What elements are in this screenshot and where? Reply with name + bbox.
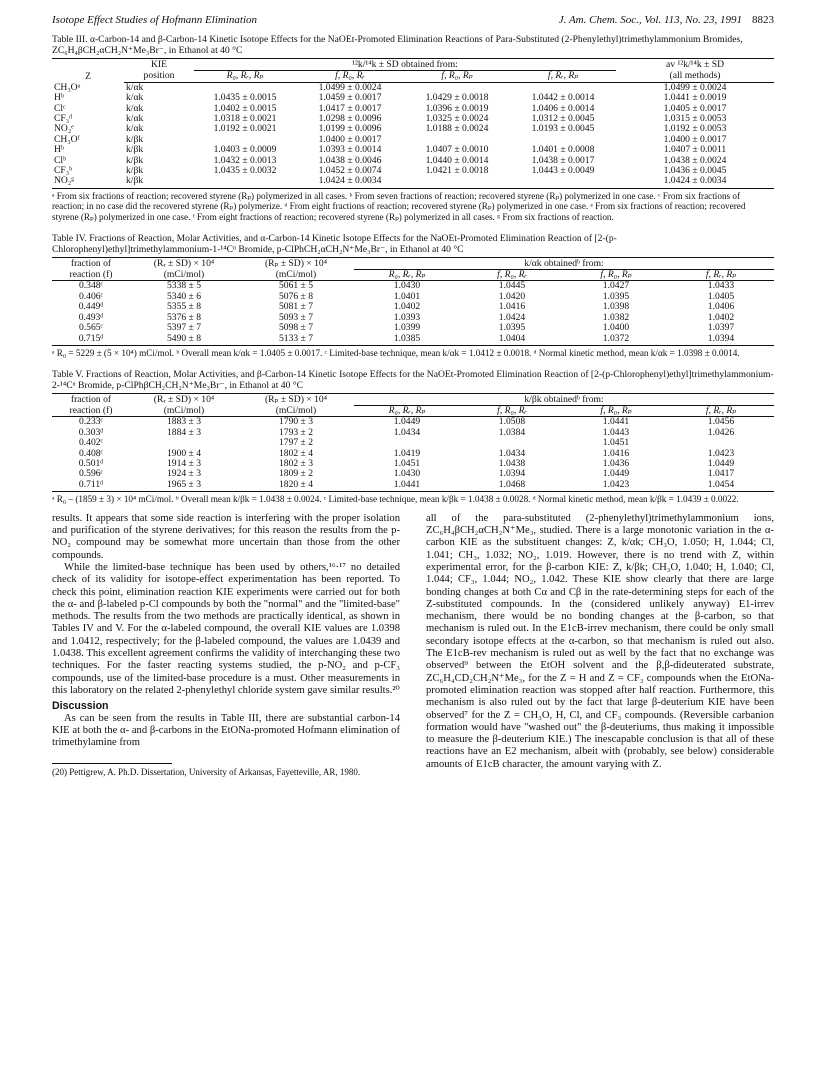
table5	[52, 393, 774, 493]
table-cell: 1.0445	[498, 280, 526, 292]
table-cell: Clᵇ	[54, 154, 67, 166]
table-cell: 1.0454	[668, 480, 774, 492]
table-cell: 5081 ± 7	[278, 301, 314, 313]
table-cell: 1.0443 ± 0.0049	[531, 165, 595, 177]
table-cell: 1.0407 ± 0.0010	[425, 144, 489, 156]
table4-header-rp: (Rₚ ± SD) × 10⁴	[238, 257, 354, 269]
table-cell: 1.0394	[498, 468, 526, 480]
table-cell: 1.0435 ± 0.0032	[213, 165, 277, 177]
table5-header-method3: f, R₀, Rₚ	[564, 405, 668, 416]
table3-header-z: Z	[52, 59, 124, 83]
table5-header-reaction: reaction (f)	[52, 405, 130, 416]
table-cell	[194, 176, 296, 188]
table-cell: 5061 ± 5	[278, 280, 314, 292]
table-cell: 5340 ± 6	[166, 290, 202, 302]
table-cell: 5338 ± 5	[166, 280, 202, 292]
table5-body	[52, 417, 774, 492]
table-cell: 1.0508	[498, 416, 526, 428]
table-cell: k/βk	[124, 176, 194, 188]
table-cell: Hᵇ	[54, 92, 64, 104]
table-cell: 1.0432 ± 0.0013	[213, 154, 277, 166]
table-cell: 1883 ± 3	[166, 416, 202, 428]
table-cell: 1914 ± 3	[166, 457, 202, 469]
table-cell: 1.0372	[564, 334, 668, 346]
table-cell: 1.0424 ± 0.0034	[296, 176, 404, 188]
table-cell: 1.0406	[707, 301, 735, 313]
table-cell: k/αk	[126, 102, 144, 114]
table5-header-fraction: fraction of	[52, 393, 130, 405]
body-columns	[52, 513, 774, 778]
table4-header-method1: R₀, Rᵣ, Rₚ	[354, 270, 460, 281]
table-cell: 1.0398	[602, 301, 630, 313]
table-cell: 1.0440 ± 0.0014	[425, 154, 489, 166]
table-cell: 1.0468	[460, 480, 564, 492]
table5-header-rp-unit: (mCi/mol)	[238, 405, 354, 416]
table-cell: 1.0400 ± 0.0017	[663, 133, 727, 145]
left-paragraph-1: results. It appears that some side reaction is interfering with the proper isolation and purification of the styrene derivatives; for this reason the results from the p-NO₂ compound may be somewhat more uncertain than those from the other compounds.	[52, 512, 400, 561]
table-cell: CF₃ᵇ	[54, 165, 73, 177]
table3-body	[52, 82, 774, 188]
table-cell: 1.0399	[393, 322, 421, 334]
table-cell: 1.0451	[393, 457, 421, 469]
table4	[52, 257, 774, 346]
table-cell: 1.0449	[707, 457, 735, 469]
table-cell: 1.0385	[354, 334, 460, 346]
table-cell: NO₂ᵉ	[54, 123, 74, 135]
table-cell: 1.0438	[498, 457, 526, 469]
table3	[52, 58, 774, 189]
table-cell: 1.0318 ± 0.0021	[213, 113, 277, 125]
table-cell: Hᵇ	[54, 144, 64, 156]
table5-header-rr-unit: (mCi/mol)	[130, 405, 238, 416]
table-cell: 1.0188 ± 0.0024	[425, 123, 489, 135]
table-cell: 1.0459 ± 0.0017	[318, 92, 382, 104]
table-cell: 1.0456	[707, 416, 735, 428]
table-cell: 1.0441 ± 0.0019	[663, 92, 727, 104]
table-cell: CH₃Oᶠ	[54, 133, 80, 145]
table-cell: 1.0397	[707, 322, 735, 334]
table-cell: 1.0407 ± 0.0011	[663, 144, 727, 156]
table-cell: 1.0434	[498, 447, 526, 459]
table-cell: 1.0393 ± 0.0014	[318, 144, 382, 156]
table-cell: 1809 ± 2	[278, 468, 314, 480]
table-cell: 1.0416	[498, 301, 526, 313]
table-cell: 0.402ᶜ	[78, 437, 104, 449]
table3-header-method4: f, Rᵣ, Rₚ	[510, 71, 616, 82]
table-cell: 5076 ± 8	[278, 290, 314, 302]
table-cell: 1.0423	[707, 447, 735, 459]
table-cell: 1.0193 ± 0.0045	[531, 123, 595, 135]
running-head-journal	[559, 14, 774, 26]
journal-citation: J. Am. Chem. Soc., Vol. 113, No. 23, 1991	[558, 14, 742, 26]
right-paragraph-1: all of the para-substituted (2-phenylethyl)trimethylammonium ions, ZC₆H₄βCH₂αCH₂N⁺Me₃, studied. There is a large monotonic variation in the α-carbon KIE as the substituent changes: Z, k/αk; CH₃O, 1.050; H, 1.044; Cl, 1.041; CH₃, 1.032; NO₂, 1.019. However, there is no trend with Z, within experimental error, for the β-carbon KIE: Z, k/βk; CH₃O, 1.040; H, 1.040; Cl, 1.044; CF₃, 1.044; NO₂, 1.042. These KIE show clearly that there are large bonding changes at both Cα and Cβ in the rate-determining steps for each of the Z-substituted compounds. In the (considered unlikely anyway) E1-irrev mechanism, there would be no bonding changes at the β-carbon, so that mechanism is ruled out. In the E1cB-irrev mechanism, there could be only small secondary isotope effects at the α-carbon, so that mechanism is ruled out also. The E1cB-rev mechanism is ruled out as well by the fact that no exchange was observed⁹ between the EtOH solvent and the β,β-dideuterated substrate, ZC₆H₄CD₂CH₂N⁺Me₃, for the Z = H and Z = CF₃ compounds when the EtONa-promoted elimination reaction was stopped after half reaction. Furthermore, this mechanism is also ruled out by the fact that large β-deuterium KIE have been observed⁷ for the Z = CH₃O, H, Cl, and CF₃ compounds. (Reversible carbanion formation would have "washed out" the β-deuteriums, thus making it impossible to measure the β-deuterium KIE.) The inescapable conclusion is that all of these reactions have an E2 mechanism, albeit with (probably, see below) considerable amounts of E1cB character, the amount varying with Z.	[426, 512, 774, 770]
table-cell: 1.0416	[602, 447, 630, 459]
table4-body	[52, 281, 774, 345]
page-number: 8823	[752, 14, 774, 26]
table-row	[52, 428, 774, 438]
table-cell: 1.0395	[498, 322, 526, 334]
table-cell: 1.0421 ± 0.0018	[425, 165, 489, 177]
table-cell: 1.0192 ± 0.0053	[663, 123, 727, 135]
table-cell: 1.0400 ± 0.0017	[318, 133, 382, 145]
table3-header-obtained: ¹²k/¹⁴k ± SD obtained from:	[194, 59, 616, 71]
table-cell: 0.233ᶜ	[78, 416, 104, 428]
table-cell: 1.0417	[707, 468, 735, 480]
table-row	[52, 334, 774, 346]
table-cell: 0.715ᵈ	[52, 334, 130, 346]
table-cell: 0.711ᵈ	[52, 480, 130, 492]
table4-header-method4: f, Rᵣ, Rₚ	[668, 270, 774, 281]
table-cell: 1.0382	[602, 311, 630, 323]
table-row	[52, 323, 774, 333]
table-cell: k/αk	[126, 92, 144, 104]
table-cell: 5376 ± 8	[166, 311, 202, 323]
table-cell: 5098 ± 7	[278, 322, 314, 334]
table-cell: 1.0451	[602, 437, 630, 449]
table-cell: 1.0441	[602, 416, 630, 428]
table3-header-method1: R₀, Rᵣ, Rₚ	[194, 71, 296, 82]
table-cell: 1.0401	[393, 290, 421, 302]
table-cell: 1802 ± 3	[278, 457, 314, 469]
table-cell: 1.0441	[354, 480, 460, 492]
table-cell: 1.0424 ± 0.0034	[616, 176, 774, 188]
table-cell: k/βk	[126, 144, 144, 156]
table-cell	[668, 438, 774, 448]
table5-header-obtained: k/βk obtainedᵇ from:	[354, 393, 774, 405]
table-cell: 1.0436	[602, 457, 630, 469]
table-cell: k/βk	[126, 165, 144, 177]
table-cell: 1.0192 ± 0.0021	[213, 123, 277, 135]
table-cell: 1793 ± 2	[278, 426, 314, 438]
table-cell: 1.0402	[707, 311, 735, 323]
table-cell: 5093 ± 7	[278, 311, 314, 323]
left-paragraph-2: While the limited-base technique has been used by others,¹⁶·¹⁷ no detailed check of its validity for isotope-effect experimentation has been reported. To check this point, elimination reaction KIE experiments were carried out for both the α- and β-labeled p-Cl compounds by both the "normal" and the "limited-base" methods. The results from the two methods are practically identical, as shown in Tables IV and V. For the α-labeled compound, the overall KIE values are 1.0398 and 1.0412, respectively; for the β-labeled compound, the values are 1.0439 and 1.0438. This excellent agreement confirms the validity of interchanging these two techniques. For the faster reacting systems studied, the p-NO₂ and p-CF₃ compounds, use of the limited-base procedure is a must. Other measurements in this laboratory on the related 2-phenylethyl chloride system gave similar results.²⁰	[52, 561, 400, 696]
table-cell: 1.0394	[668, 334, 774, 346]
table-cell: 1797 ± 2	[278, 437, 314, 449]
table-cell: 1.0325 ± 0.0024	[425, 113, 489, 125]
table-cell: 1965 ± 3	[130, 480, 238, 492]
table5-header-method1: R₀, Rᵣ, Rₚ	[354, 405, 460, 416]
table-cell: 5133 ± 7	[238, 334, 354, 346]
table-cell	[460, 438, 564, 448]
table-cell: 1.0443	[602, 426, 630, 438]
table3-footnotes: ᵃ From six fractions of reaction; recovered styrene (Rₚ) polymerized in all cases. ᵇ From seven fractions of reaction; recovered styrene (Rₚ) polymerized in one case. ᶜ From six fractions of reaction; in no case did the recovered styrene (Rₚ) polymerize. ᵈ From eight fractions of reaction; recovered styrene (Rₚ) polymerized in one case. ᵉ From six fractions of reaction; recovered styrene (Rₚ) polymerized in one case. ᶠ From eight fractions of reaction; recovered styrene (Rₚ) polymerized in all cases. ᵍ From six fractions of reaction.	[52, 190, 746, 223]
table-cell: Clᶜ	[54, 102, 66, 114]
table-cell: 1.0312 ± 0.0045	[531, 113, 595, 125]
table-row	[52, 176, 774, 188]
table-cell: 0.596ᶜ	[78, 468, 104, 480]
table-cell: 0.449ᵈ	[78, 301, 104, 313]
table-cell: 1.0405	[707, 290, 735, 302]
table-cell: 1.0435 ± 0.0015	[213, 92, 277, 104]
table4-caption: Table IV. Fractions of Reaction, Molar Activities, and α-Carbon-14 Kinetic Isotope Effects for the NaOEt-Promoted Elimination Reaction of [2-(p-Chlorophenyl)ethyl]trimethylammonium-1-¹⁴Cᵅ Bromide, p-ClPhCH₂αCH₂N⁺Me₃Br⁻, in Ethanol at 40 °C	[52, 232, 617, 255]
table4-footnotes: ᵃ R₀ = 5229 ± (5 × 10⁴) mCi/mol. ᵇ Overall mean k/αk = 1.0405 ± 0.0017. ᶜ Limited-base technique, mean k/αk = 1.0412 ± 0.0018. ᵈ Normal kinetic method, mean k/αk = 1.0398 ± 0.0014.	[52, 347, 740, 358]
table-row	[52, 480, 774, 492]
table-cell: 1820 ± 4	[238, 480, 354, 492]
table5-header-method2: f, R₀, Rᵣ	[460, 405, 564, 416]
table-cell: 1802 ± 4	[278, 447, 314, 459]
table-cell: 1.0417 ± 0.0017	[318, 102, 382, 114]
table-cell: k/αk	[126, 113, 144, 125]
table-cell: 1.0395	[602, 290, 630, 302]
running-head-title: Isotope Effect Studies of Hofmann Elimination	[52, 14, 258, 26]
table-cell: 1884 ± 3	[166, 426, 202, 438]
table4-header-obtained: k/αk obtainedᵇ from:	[354, 257, 774, 269]
journal-page	[52, 14, 774, 778]
table-cell: 1.0449	[602, 468, 630, 480]
table-cell: 1.0419	[393, 447, 421, 459]
table-cell	[404, 176, 510, 188]
table4-header-reaction: reaction (f)	[52, 270, 130, 281]
table5-footnotes: ᵃ R₀ – (1859 ± 3) × 10⁴ mCi/mol. ᵇ Overall mean k/βk = 1.0438 ± 0.0024. ᶜ Limited-base technique, mean k/βk = 1.0438 ± 0.0028. ᵈ Normal kinetic method, mean k/βk = 1.0439 ± 0.0022.	[52, 494, 739, 505]
table-cell: 1.0430	[393, 468, 421, 480]
table5-caption: Table V. Fractions of Reaction, Molar Activities, and β-Carbon-14 Kinetic Isotope Effects for the NaOEt-Promoted Elimination Reaction of [2-(p-Chlorophenyl)ethyl]trimethylammonium-2-¹⁴Cᵅ Bromide, p-ClPhβCH₂CH₂N⁺Me₃Br⁻, in Ethanol at 40 °C	[52, 368, 774, 391]
table-cell: 1.0438 ± 0.0024	[663, 154, 727, 166]
table4-header-method2: f, R₀, Rᵣ	[460, 270, 564, 281]
table-cell: 0.406ᶜ	[78, 290, 104, 302]
table-cell: 1.0438 ± 0.0046	[318, 154, 382, 166]
table-cell: 1.0403 ± 0.0009	[213, 144, 277, 156]
table-cell: 1.0315 ± 0.0053	[663, 113, 727, 125]
table-row	[52, 438, 774, 448]
table-cell: k/αk	[126, 123, 144, 135]
discussion-heading: Discussion	[52, 700, 109, 713]
table-cell: 5490 ± 8	[130, 334, 238, 346]
table-cell: 1.0405 ± 0.0017	[663, 102, 727, 114]
table-cell: 1.0434	[393, 426, 421, 438]
table-cell	[130, 438, 238, 448]
table-cell: 1.0438 ± 0.0017	[531, 154, 595, 166]
table-cell: 1.0384	[498, 426, 526, 438]
table-cell: 0.348ᶜ	[78, 280, 104, 292]
table-cell: NO₂ᵍ	[52, 176, 124, 188]
table4-header-method3: f, R₀, Rₚ	[564, 270, 668, 281]
table-cell: 1.0427	[602, 280, 630, 292]
table-cell: 1900 ± 4	[166, 447, 202, 459]
table3-header-method3: f, R₀, Rₚ	[404, 71, 510, 82]
table-cell: 5397 ± 7	[166, 322, 202, 334]
table-cell: 1.0424	[498, 311, 526, 323]
table3-header-position: position	[124, 71, 194, 82]
table-cell: 1790 ± 3	[278, 416, 314, 428]
table-cell: 1.0401 ± 0.0008	[531, 144, 595, 156]
table-cell: 1.0298 ± 0.0096	[318, 113, 382, 125]
table-cell: 0.501ᵈ	[78, 457, 104, 469]
table-cell: 1.0402	[393, 301, 421, 313]
table-cell	[510, 176, 616, 188]
table-cell: 0.565ᶜ	[78, 322, 104, 334]
table-cell: 1.0402 ± 0.0015	[213, 102, 277, 114]
left-paragraph-3: As can be seen from the results in Table III, there are substantial carbon-14 KIE at both the α- and β-carbons in the EtONa-promoted Hofmann elimination of trimethylamine from	[52, 712, 400, 749]
table-cell: 1.0449	[393, 416, 421, 428]
table-cell: k/αk	[126, 81, 144, 93]
table-cell: 1.0420	[498, 290, 526, 302]
table3-header-av: av ¹²k/¹⁴k ± SD	[616, 59, 774, 71]
right-column	[426, 513, 774, 778]
table3-header-kie: KIE	[124, 59, 194, 71]
table-cell: 1.0452 ± 0.0074	[318, 165, 382, 177]
table3-header-allmethods: (all methods)	[616, 71, 774, 82]
table-cell: k/βk	[126, 133, 144, 145]
table4-header-fraction: fraction of	[52, 257, 130, 269]
table4-header-rr-unit: (mCi/mol)	[130, 270, 238, 281]
table4-header-rr: (Rᵣ ± SD) × 10⁴	[130, 257, 238, 269]
table-cell: 0.493ᵈ	[78, 311, 104, 323]
table-cell: 5355 ± 8	[166, 301, 202, 313]
table-cell: 1.0400	[602, 322, 630, 334]
table-cell: 1.0396 ± 0.0019	[425, 102, 489, 114]
table-cell	[354, 438, 460, 448]
footnote-20: (20) Pettigrew, A. Ph.D. Dissertation, University of Arkansas, Fayetteville, AR, 1980.	[52, 767, 361, 778]
table-cell: 1.0426	[707, 426, 735, 438]
table-cell: 0.408ᶜ	[78, 447, 104, 459]
table-cell: k/βk	[126, 154, 144, 166]
left-column	[52, 513, 400, 778]
table3-header-method2: f, R₀, Rᵣ	[296, 71, 404, 82]
table-cell: 1.0406 ± 0.0014	[531, 102, 595, 114]
table-cell: 1.0199 ± 0.0096	[318, 123, 382, 135]
table5-header-rp: (Rₚ ± SD) × 10⁴	[238, 393, 354, 405]
table5-header-method4: f, Rᵣ, Rₚ	[668, 405, 774, 416]
table-cell: 0.303ᵈ	[78, 426, 104, 438]
table-cell: 1.0429 ± 0.0018	[425, 92, 489, 104]
table3-caption: Table III. α-Carbon-14 and β-Carbon-14 Kinetic Isotope Effects for the NaOEt-Promoted Elimination Reactions of Para-Substituted (2-Phenylethyl)trimethylammonium Bromides, ZC₆H₄βCH₂αCH₂N⁺Me₃Br⁻, in Ethanol at 40 °C	[52, 34, 743, 56]
table-cell: 1.0442 ± 0.0014	[531, 92, 595, 104]
table-cell: 1.0404	[460, 334, 564, 346]
table-cell: 1.0430	[393, 280, 421, 292]
table-cell: CF₃ᵈ	[54, 113, 73, 125]
table5-header-rr: (Rᵣ ± SD) × 10⁴	[130, 393, 238, 405]
table4-header-rp-unit: (mCi/mol)	[238, 270, 354, 281]
table-cell: 1924 ± 3	[166, 468, 202, 480]
running-head	[52, 14, 774, 26]
table-cell: 1.0436 ± 0.0045	[663, 165, 727, 177]
table-cell: CH₃Oᵃ	[54, 81, 81, 93]
table-cell: 1.0499 ± 0.0024	[663, 81, 727, 93]
table-cell: 1.0393	[393, 311, 421, 323]
table-cell: 1.0499 ± 0.0024	[318, 81, 382, 93]
table-cell: 1.0433	[707, 280, 735, 292]
table-cell: 1.0423	[564, 480, 668, 492]
